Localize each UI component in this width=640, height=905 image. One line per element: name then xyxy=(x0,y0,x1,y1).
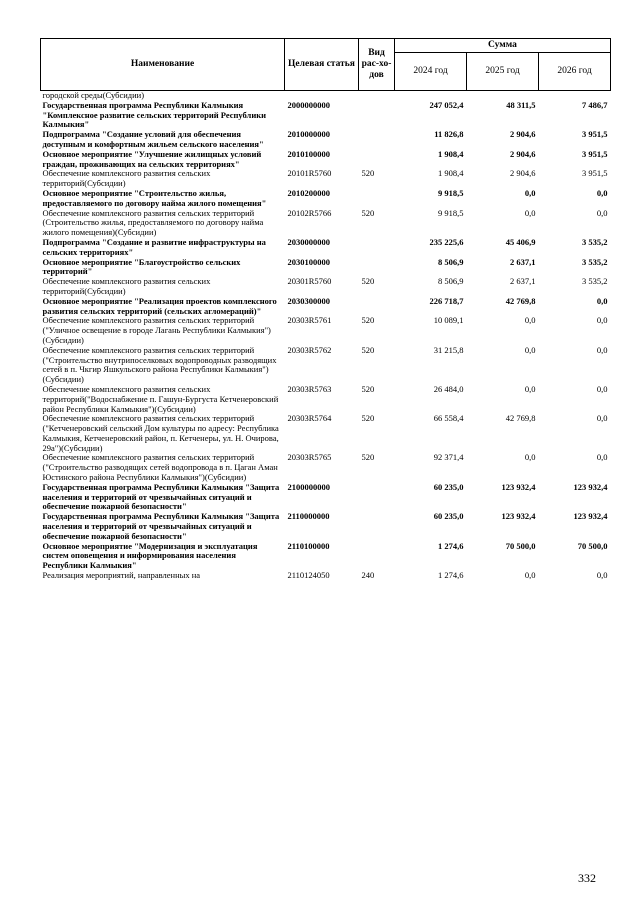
row-value-2026: 3 951,5 xyxy=(582,129,608,140)
row-code: 2100000000 xyxy=(287,481,330,492)
row-value-2026: 3 535,2 xyxy=(582,236,608,247)
row-type: 520 xyxy=(361,315,375,326)
table-header xyxy=(41,39,611,91)
row-value-2024: 226 718,7 xyxy=(429,295,464,306)
page-number: 332 xyxy=(578,871,596,885)
row-type: 520 xyxy=(361,413,375,424)
row-value-2024: 1 274,6 xyxy=(438,570,464,581)
row-value-2025: 0,0 xyxy=(524,187,536,198)
row-value-2026: 123 932,4 xyxy=(573,511,608,522)
row-value-2026: 0,0 xyxy=(596,413,608,424)
table-row xyxy=(41,258,611,278)
table-row xyxy=(41,130,611,150)
table-row xyxy=(41,385,611,414)
header-2026: 2026 год xyxy=(539,53,611,91)
row-value-2025: 2 904,6 xyxy=(510,148,536,159)
row-value-2025: 0,0 xyxy=(524,570,536,581)
table-row xyxy=(41,101,611,130)
row-value-2024: 60 235,0 xyxy=(433,481,464,492)
row-value-2024: 9 918,5 xyxy=(438,187,464,198)
row-type xyxy=(359,258,395,278)
table-row xyxy=(41,346,611,385)
row-value-2024: 31 215,8 xyxy=(433,344,464,355)
row-value-2024: 247 052,4 xyxy=(429,99,464,110)
row-code: 2030000000 xyxy=(287,236,330,247)
row-value-2024: 10 089,1 xyxy=(433,315,464,326)
row-code: 2110124050 xyxy=(287,570,330,581)
table-row xyxy=(41,483,611,512)
row-value-2025: 0,0 xyxy=(524,344,536,355)
row-name: Подпрограмма "Создание условий для обеспечения доступным и комфортным жильем сельского населения" xyxy=(42,129,264,149)
row-value-2025: 123 932,4 xyxy=(501,511,536,522)
row-value-2026: 123 932,4 xyxy=(573,481,608,492)
row-name: Обеспечение комплексного развития сельских территорий ("Строительство внутрипоселковых водопроводных разводящих сетей в п. Чкгир Яшкульского района Республики Калмыкия")(Субсидии) xyxy=(42,344,277,385)
table-row xyxy=(41,297,611,317)
table-row xyxy=(41,542,611,571)
row-type xyxy=(359,101,395,130)
row-code: 2000000000 xyxy=(287,99,330,110)
row-value-2024: 60 235,0 xyxy=(433,511,464,522)
row-name: Обеспечение комплексного развития сельских территорий ("Уличное освещение в городе Лагань Республики Калмыкия")(Субсидии) xyxy=(42,315,271,345)
row-value-2026: 3 535,2 xyxy=(582,276,608,287)
row-name: Государственная программа Республики Калмыкия "Защита населения и территорий от чрезвычайных ситуаций и обеспечение пожарной безопасности" xyxy=(42,481,280,512)
row-code: 20301R5760 xyxy=(287,276,332,287)
row-value-2025: 42 769,8 xyxy=(505,413,536,424)
table-row xyxy=(41,453,611,482)
row-value-2025: 2 904,6 xyxy=(510,129,536,140)
row-type xyxy=(359,483,395,512)
row-code: 20102R5766 xyxy=(287,207,332,218)
row-name: Основное мероприятие "Улучшение жилищных условий граждан, проживающих на сельских территориях" xyxy=(42,148,262,169)
row-value-2026: 0,0 xyxy=(596,383,608,394)
row-value-2024: 26 484,0 xyxy=(433,383,464,394)
table-body xyxy=(41,91,611,581)
header-name: Наименование xyxy=(41,39,285,91)
row-name: Подпрограмма "Создание и развитие инфраструктуры на сельских территориях" xyxy=(42,236,266,257)
row-value-2024: 1 908,4 xyxy=(438,168,464,179)
row-code: 20303R5762 xyxy=(287,344,332,355)
row-type: 520 xyxy=(361,207,375,218)
row-value-2026: 3 535,2 xyxy=(582,256,608,267)
row-code: 20303R5761 xyxy=(287,315,332,326)
row-code: 2110100000 xyxy=(287,540,330,551)
row-code: 2030300000 xyxy=(287,295,330,306)
header-type: Вид рас-хо-дов xyxy=(359,39,395,91)
row-value-2025: 70 500,0 xyxy=(505,540,536,551)
row-code: 20303R5764 xyxy=(287,413,332,424)
row-value-2025: 2 637,1 xyxy=(510,276,536,287)
row-value-2026: 3 951,5 xyxy=(582,148,608,159)
row-value-2025: 0,0 xyxy=(524,452,536,463)
row-name: Реализация мероприятий, направленных на xyxy=(42,570,201,581)
table-row xyxy=(41,169,611,189)
row-type xyxy=(359,91,395,101)
row-value-2026: 7 486,7 xyxy=(582,99,608,110)
header-code: Целевая статья xyxy=(285,39,359,91)
table-row xyxy=(41,414,611,453)
row-value-2026: 0,0 xyxy=(596,207,608,218)
row-value-2025: 123 932,4 xyxy=(501,481,536,492)
row-value-2024: 11 826,8 xyxy=(434,129,464,140)
row-type: 240 xyxy=(361,570,375,581)
row-code: 20303R5765 xyxy=(287,452,332,463)
row-value-2024: 1 908,4 xyxy=(438,148,464,159)
table-row xyxy=(41,150,611,170)
row-type xyxy=(359,297,395,317)
row-value-2024: 92 371,4 xyxy=(433,452,464,463)
row-name: Основное мероприятие "Благоустройство сельских территорий" xyxy=(42,256,241,277)
row-type: 520 xyxy=(361,452,375,463)
row-value-2024: 1 274,6 xyxy=(438,540,464,551)
table-row xyxy=(41,238,611,258)
row-value-2026: 0,0 xyxy=(596,295,608,306)
budget-table xyxy=(40,38,611,581)
table-row xyxy=(41,209,611,238)
row-type xyxy=(359,189,395,209)
row-type xyxy=(359,542,395,571)
budget-table-sheet xyxy=(40,38,610,581)
row-value-2025: 2 904,6 xyxy=(510,168,536,179)
row-type xyxy=(359,150,395,170)
row-value-2026: 0,0 xyxy=(596,315,608,326)
table-row xyxy=(41,571,611,581)
row-code: 2010200000 xyxy=(287,187,330,198)
row-value-2025: 48 311,5 xyxy=(506,99,536,110)
row-value-2024: 9 918,5 xyxy=(438,207,464,218)
row-value-2026: 0,0 xyxy=(596,570,608,581)
row-type xyxy=(359,512,395,541)
row-name: Обеспечение комплексного развития сельских территорий(Субсидии) xyxy=(42,276,211,296)
row-value-2024: 8 506,9 xyxy=(438,276,464,287)
row-type xyxy=(359,238,395,258)
table-row xyxy=(41,277,611,297)
row-name: Обеспечение комплексного развития сельских территорий("Водоснабжение п. Гашун-Бургуста Кетченеровский район Республики Калмыкия")(Субсидии) xyxy=(42,383,279,414)
row-type: 520 xyxy=(361,276,375,287)
row-value-2025: 0,0 xyxy=(524,383,536,394)
row-type: 520 xyxy=(361,168,375,179)
row-name: Государственная программа Республики Калмыкия "Комплексное развитие сельских территорий Республики Калмыкия" xyxy=(42,99,267,130)
row-code: 2030100000 xyxy=(287,256,330,267)
row-value-2025: 45 406,9 xyxy=(505,236,536,247)
header-sum: Сумма xyxy=(395,39,611,53)
row-code: 20101R5760 xyxy=(287,168,332,179)
row-value-2026: 0,0 xyxy=(596,452,608,463)
row-value-2025: 2 637,1 xyxy=(510,256,536,267)
table-row xyxy=(41,512,611,541)
row-value-2025: 0,0 xyxy=(524,315,536,326)
row-value-2024: 235 225,6 xyxy=(429,236,464,247)
row-code: 20303R5763 xyxy=(287,383,332,394)
row-type xyxy=(359,130,395,150)
header-2024: 2024 год xyxy=(395,53,467,91)
row-code: 2010000000 xyxy=(287,129,330,140)
header-2025: 2025 год xyxy=(467,53,539,91)
row-name: Основное мероприятие "Модернизация и эксплуатация систем оповещения и информирования населения Республики Калмыкия" xyxy=(42,540,258,571)
table-row xyxy=(41,189,611,209)
row-value-2026: 70 500,0 xyxy=(577,540,608,551)
row-name: Обеспечение комплексного развития сельских территорий ("Кетченеровский сельский Дом культуры по адресу: Республика Калмыкия, Кетченеровский район, п. Кетченеры, ул. Н. Очирова, 29а")(Субсидии) xyxy=(42,413,279,453)
row-value-2026: 0,0 xyxy=(596,187,608,198)
row-value-2024: 66 558,4 xyxy=(433,413,464,424)
row-value-2024: 8 506,9 xyxy=(438,256,464,267)
row-value-2025: 42 769,8 xyxy=(505,295,536,306)
row-value-2025: 0,0 xyxy=(524,207,536,218)
row-code: 2010100000 xyxy=(287,148,330,159)
row-name: городской среды(Субсидии) xyxy=(42,90,145,100)
row-name: Обеспечение комплексного развития сельских территорий ("Строительство разводящих сетей водопровода в п. Цаган Аман Юстинского района Республики Калмыкия")(Субсидии) xyxy=(42,452,278,483)
row-name: Обеспечение комплексного развития сельских территорий (Строительство жилья, предоставляемого по договору найма жилого помещения)(Субсидии) xyxy=(42,207,264,238)
row-value-2026: 0,0 xyxy=(596,344,608,355)
row-name: Государственная программа Республики Калмыкия "Защита населения и территорий от чрезвычайных ситуаций и обеспечение пожарной безопасности" xyxy=(42,511,280,541)
row-name: Основное мероприятие "Реализация проектов комплексного развития сельских территорий (сельских агломераций)" xyxy=(42,295,277,316)
row-type: 520 xyxy=(361,344,375,355)
row-code: 2110000000 xyxy=(287,511,330,522)
table-row xyxy=(41,316,611,345)
row-value-2026: 3 951,5 xyxy=(582,168,608,179)
row-type: 520 xyxy=(361,383,375,394)
row-name: Основное мероприятие "Строительство жилья, предоставляемого по договору найма жилого помещения" xyxy=(42,187,267,208)
row-name: Обеспечение комплексного развития сельских территорий(Субсидии) xyxy=(42,168,211,189)
